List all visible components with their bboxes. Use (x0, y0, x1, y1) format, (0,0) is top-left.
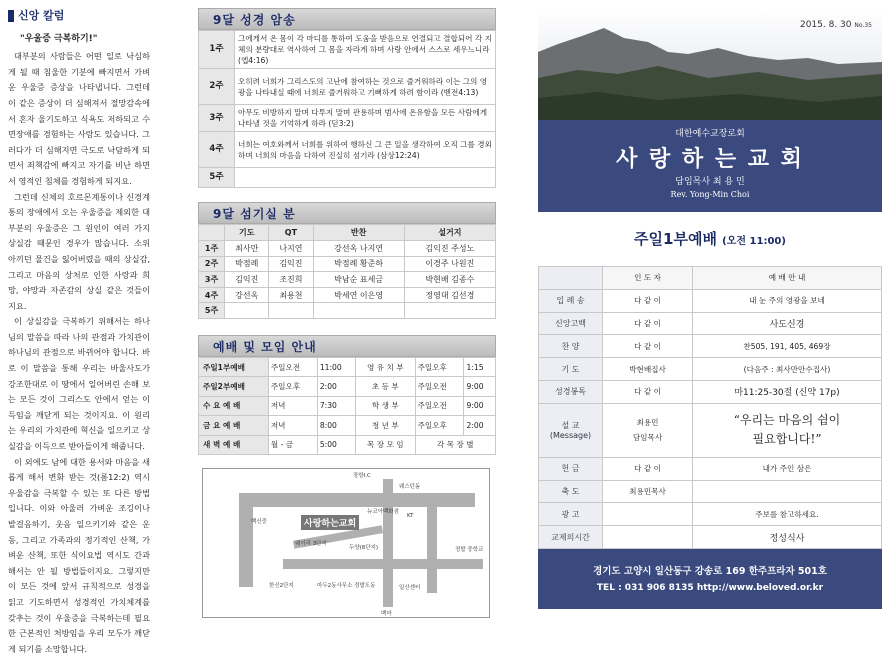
verses-heading: 9달 성경 암송 (198, 8, 496, 30)
table-row: 새 벽 예 배 월 - 금 5:00 목 장 모 임 각 목 장 별 (199, 435, 496, 454)
map-label: 한신2단지 (269, 583, 294, 589)
church-map-marker: 사랑하는교회 (301, 515, 359, 530)
church-footer (538, 549, 882, 609)
table-row: 헌 금 다 같 이 내가 주인 삼은 (539, 457, 882, 480)
table-row: 광 고 주보를 참고하세요. (539, 503, 882, 526)
map-label: 정발 중학교 (455, 547, 484, 553)
table-row: 5주 (199, 303, 496, 319)
location-map (202, 468, 490, 618)
map-road (383, 479, 393, 607)
table-row: 신앙고백 다 같 이 사도신경 (539, 312, 882, 335)
issue-date: 2015. 8. 30 No.35 (799, 20, 872, 30)
table-row: 2주 오히려 너희가 그리스도의 고난에 참여하는 것으로 즐거워하라 이는 그의 영광을 나타내실 때에 너희로 즐거워하고 기뻐하게 하려 함이라 (벧전4:13) (199, 69, 496, 105)
table-row: 1주 그에게서 온 몸이 각 마디를 통하여 도움을 받음으로 연결되고 결합되어 각 지체의 분량대로 역사하여 그 몸을 자라게 하며 사랑 안에서 스스로 세우느니라 (엡4:16) (199, 31, 496, 69)
worship-order-table (538, 266, 882, 549)
map-label: 마두2동사무소 정발도동 (317, 583, 376, 589)
column-paragraph: 대부분의 사람들은 어떤 일로 낙심하게 될 때 침울한 기분에 빠지면서 가벼운 우울증 증상을 나타냅니다. 그런데 이 같은 증상이 더 심해져서 절망감속에서 혼자 울기도하고 식욕도 저하되고 수면장애를 경험하는 사람도 있습니다. 그러다가 더 심해지면 극도로 낙담하게 되면서 죄책감에 빠지고 자기를 비난 하면서 영적인 침체를 경험하게 되지요. (8, 51, 150, 186)
map-label: 웨이리 3단지 (295, 541, 327, 547)
pastor-name-en: Rev. Yong-Min Choi (670, 190, 750, 199)
table-header-row: 인 도 자 예 배 안 내 (539, 267, 882, 290)
table-row: 기 도 박현배집사 (다음주 : 최사만안수집사) (539, 358, 882, 381)
schedule-table (198, 357, 496, 455)
table-row: 수 요 예 배 저녁 7:30 학 생 부 주일오전 9:00 (199, 396, 496, 415)
table-row: 4주 강선옥 최용천 박세연 이은영 정영대 김선경 (199, 287, 496, 303)
column-heading: 신앙 칼럼 (8, 8, 150, 24)
table-row: 입 례 송 다 같 이 내 눈 주의 영광을 보네 (539, 289, 882, 312)
middle-column (198, 8, 496, 455)
map-label: 뉴코아백화점 (367, 509, 399, 515)
map-road (239, 493, 475, 507)
church-address: 경기도 고양시 일산동구 강송로 169 한주프라자 501호 (593, 565, 827, 577)
heading-marker (8, 10, 14, 22)
table-row: 축 도 최용민목사 (539, 480, 882, 503)
servants-heading: 9달 섬기실 분 (198, 202, 496, 224)
table-row: 3주 아무도 비방하지 말며 다투지 말며 관용하며 범사에 온유함을 모든 사람에게 나타낼 것을 기억하게 하라 (딛3:2) (199, 105, 496, 132)
column-title: "우울증 극복하기!" (20, 33, 98, 44)
table-row: 설 교 (Message) 최용민 담임목사 “우리는 마음의 쉼이 필요합니다!” (539, 403, 882, 457)
verses-table (198, 30, 496, 188)
map-road (239, 493, 253, 587)
column-paragraph: 이 상실감을 극복하기 위해서는 하나님의 말씀을 따라 나의 관점과 가치관이 하나님의 관점으로 바뀌어야 합니다. 바로 이 말씀을 통해 우리는 바울사도가 강조한대로 이 땅에서 일어버린 손해 보는 모든 것이 그리스도 안에서 얻는 이득임을 깨닫게 되는 것이지요. 이 원리는 우리의 가치관에 혁신을 일으키고 상실감을 이득으로 받아들이게 해줍니다. (8, 316, 150, 452)
table-row: 교제의시간 정성식사 (539, 526, 882, 549)
servants-table (198, 224, 496, 319)
column-paragraph: 이 외에도 남에 대한 용서와 마음을 새롭게 해서 변화 받는 것(롬12:2) 역시 우울감을 극복할 수 있는 또 다른 방법입니다. 이와 아울러 가벼운 조깅이나 발걸음하기, 웃음 일으키기와 같은 운동, 그리고 가족과의 정기적인 산책, 가벼운 산책, 또한 식이요법 역시도 간과해서는 안 될 방법들이지요. 그렇지만 이 모든 것에 앞서 규칙적으로 성경을 읽고 기도하면서 성경적인 가치체계를 갖추는 것이 우울증을 극복하는데 필요한 근본적인 처방임을 우리 모두가 깨닫게 되기를 소망합니다. (8, 456, 150, 654)
sermon-title: “우리는 마음의 쉼이 필요합니다!” (693, 403, 882, 457)
map-label: 일산센터 (399, 585, 421, 591)
table-row: 2주 박점례 김익진 박점례 황준하 이경주 나원진 (199, 256, 496, 272)
map-label: 백신중 (251, 519, 267, 525)
denomination: 대한예수교장로회 (675, 129, 745, 139)
table-row: 5주 (199, 168, 496, 188)
bulletin-cover (538, 8, 882, 212)
map-label: 두양(8단지) (349, 545, 379, 551)
church-name: 사 랑 하 는 교 회 (616, 147, 804, 172)
table-header-row: 기도 QT 반찬 설거지 (199, 225, 496, 241)
map-road (427, 493, 437, 593)
map-label: 장항I.C (353, 473, 371, 479)
schedule-heading: 예배 및 모임 안내 (198, 335, 496, 357)
worship-title: 주일1부예배 (오전 11:00) (634, 230, 786, 248)
table-row: 성경봉독 다 같 이 마11:25-30절 (신약 17p) (539, 380, 882, 403)
table-row: 금 요 예 배 저녁 8:00 청 년 부 주일오후 2:00 (199, 416, 496, 435)
map-label: 백마 (381, 611, 392, 617)
map-label: KT (407, 513, 414, 519)
table-row: 4주 너희는 여호와께서 너희를 위하여 행하신 그 큰 일을 생각하여 오직 그를 경외하며 너희의 마음을 다하여 진실히 섬기라 (삼상12:24) (199, 132, 496, 168)
right-column (538, 8, 882, 609)
table-row: 주일1부예배 주일오전 11:00 영 유 치 부 주일오후 1:15 (199, 357, 496, 376)
church-contact: TEL : 031 906 8135 http://www.beloved.or.kr (596, 582, 824, 593)
map-label: 웨스턴돔 (399, 484, 421, 490)
table-row: 1주 최사만 나지연 강선옥 나지연 김익진 주성노 (199, 241, 496, 257)
table-row: 찬 양 다 같 이 찬505, 191, 405, 469장 (539, 335, 882, 358)
table-row: 주일2부예배 주일오후 2:00 초 등 부 주일오전 9:00 (199, 377, 496, 396)
faith-column (8, 8, 150, 654)
pastor-name: 담임목사 최 용 민 (675, 177, 745, 187)
table-row: 3주 김익진 조진희 박남순 표세금 박현배 김종수 (199, 272, 496, 288)
column-paragraph: 그런데 신체의 호르몬계통이나 신경계통의 장애에서 오는 우울증을 제외한 대부분의 우울증은 그 원인이 여러 가지 상실감 때문인 경우가 많습니다. 소위 아끼던 물건을 잃어버렸을 때의 상실감, 그리고 마음의 상처로 인한 사랑과 희망, 야망과 자존감의 상실 같은 것들이지요. (8, 191, 150, 311)
